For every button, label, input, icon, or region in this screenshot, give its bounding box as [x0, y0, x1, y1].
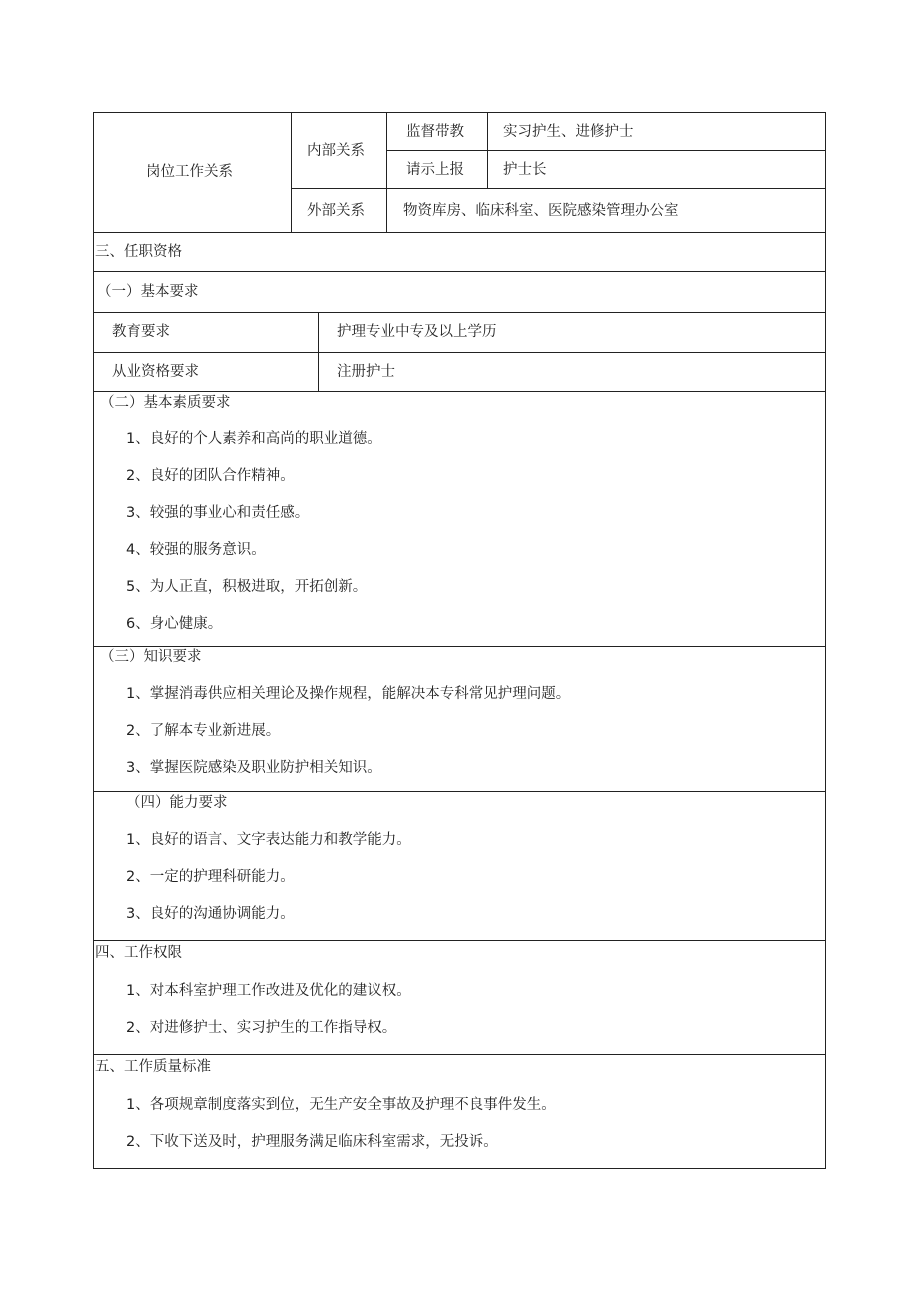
external-relations-label: 外部关系	[307, 203, 365, 219]
row-divider	[93, 791, 826, 792]
column-divider	[291, 112, 292, 232]
education-label: 教育要求	[112, 324, 170, 340]
list-item: 1、良好的个人素养和高尚的职业道德。	[126, 431, 382, 447]
list-item: 4、较强的服务意识。	[126, 542, 266, 558]
list-item: 5、为人正直，积极进取，开拓创新。	[126, 579, 368, 595]
report-label: 请示上报	[406, 162, 464, 178]
list-item: 3、良好的沟通协调能力。	[126, 906, 295, 922]
row-divider	[93, 646, 826, 647]
subsection-heading-ability: （四）能力要求	[126, 795, 228, 811]
subsection-heading-basic: （一）基本要求	[97, 284, 199, 300]
column-divider	[487, 112, 488, 188]
internal-relations-label: 内部关系	[307, 143, 365, 159]
list-item: 6、身心健康。	[126, 616, 223, 632]
education-value: 护理专业中专及以上学历	[337, 324, 497, 340]
license-value: 注册护士	[337, 364, 395, 380]
list-item: 1、良好的语言、文字表达能力和教学能力。	[126, 832, 411, 848]
list-item: 1、掌握消毒供应相关理论及操作规程，能解决本专科常见护理问题。	[126, 686, 571, 702]
column-divider	[386, 112, 387, 232]
section-heading-standards: 五、工作质量标准	[95, 1059, 211, 1075]
external-relations-value: 物资库房、临床科室、医院感染管理办公室	[403, 203, 679, 219]
license-label: 从业资格要求	[112, 364, 199, 380]
list-item: 1、对本科室护理工作改进及优化的建议权。	[126, 983, 411, 999]
supervise-value: 实习护生、进修护士	[503, 124, 634, 140]
subsection-heading-quality: （二）基本素质要求	[100, 395, 231, 411]
list-item: 2、一定的护理科研能力。	[126, 869, 295, 885]
relations-title: 岗位工作关系	[146, 164, 233, 180]
row-divider	[93, 271, 826, 272]
row-divider	[386, 150, 826, 151]
row-divider	[93, 940, 826, 941]
row-divider	[291, 188, 826, 189]
list-item: 2、了解本专业新进展。	[126, 723, 281, 739]
row-divider	[93, 352, 826, 353]
list-item: 3、较强的事业心和责任感。	[126, 505, 310, 521]
column-divider	[318, 312, 319, 391]
list-item: 2、良好的团队合作精神。	[126, 468, 295, 484]
section-heading-qualifications: 三、任职资格	[95, 244, 182, 260]
row-divider	[93, 391, 826, 392]
supervise-label: 监督带教	[406, 124, 464, 140]
section-heading-authority: 四、工作权限	[95, 945, 182, 961]
list-item: 1、各项规章制度落实到位，无生产安全事故及护理不良事件发生。	[126, 1097, 556, 1113]
list-item: 3、掌握医院感染及职业防护相关知识。	[126, 760, 382, 776]
list-item: 2、对进修护士、实习护生的工作指导权。	[126, 1020, 397, 1036]
row-divider	[93, 312, 826, 313]
row-divider	[93, 232, 826, 233]
report-value: 护士长	[503, 162, 547, 178]
row-divider	[93, 1054, 826, 1055]
subsection-heading-knowledge: （三）知识要求	[100, 649, 202, 665]
list-item: 2、下收下送及时，护理服务满足临床科室需求，无投诉。	[126, 1134, 498, 1150]
